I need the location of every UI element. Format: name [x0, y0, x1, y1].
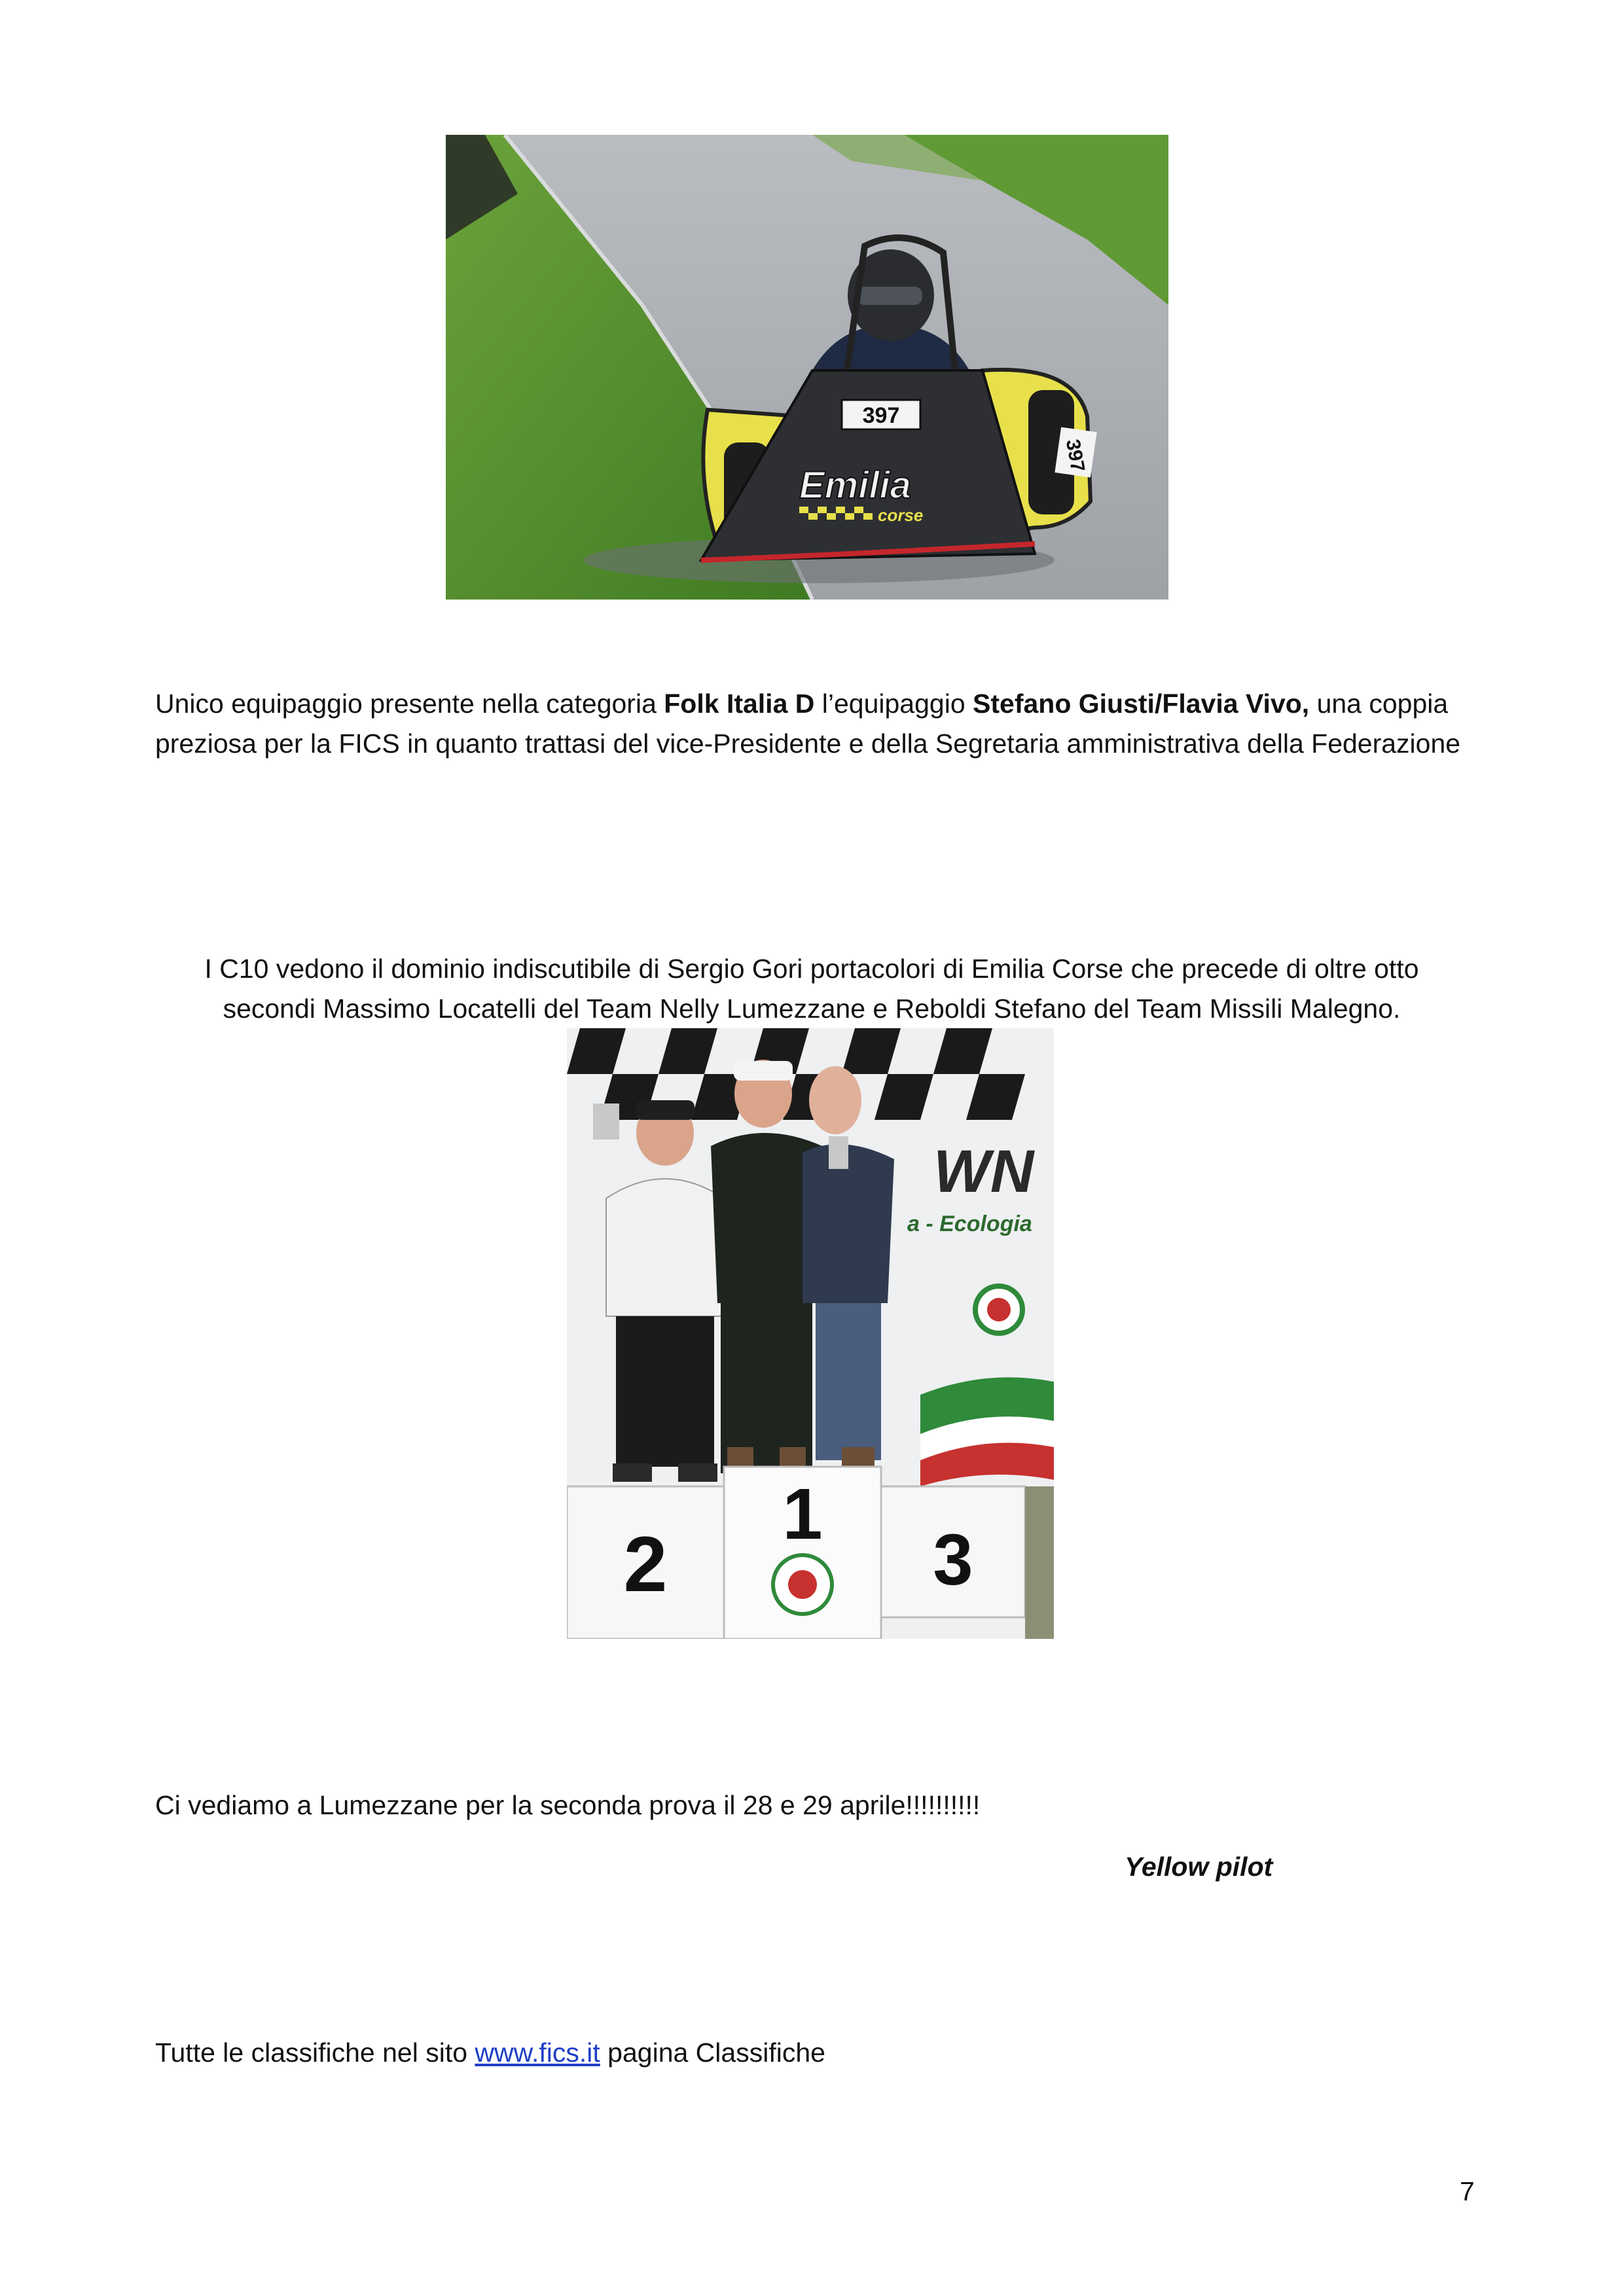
- podium-photo-image: [567, 1028, 1054, 1639]
- kart-brand-main: Emilia: [799, 464, 911, 507]
- podium-step-2: 2: [623, 1520, 668, 1608]
- p1-bold-crew: Stefano Giusti/Flavia Vivo,: [973, 689, 1310, 719]
- kart-side-number: 397: [1061, 437, 1089, 474]
- p2-line-1: I C10 vedono il dominio indiscutibile di Sergio Gori portacolori di Emilia Corse che precede di oltre otto: [204, 954, 1419, 984]
- p1-bold-category: Folk Italia D: [664, 689, 815, 719]
- podium-photo: [567, 1028, 1054, 1639]
- paragraph-next-race: Ci vediamo a Lumezzane per la seconda prova il 28 e 29 aprile!!!!!!!!!!: [155, 1790, 981, 1820]
- p4-text-after: pagina Classifiche: [600, 2037, 825, 2068]
- p1-text-1: Unico equipaggio presente nella categoria: [155, 689, 664, 719]
- paragraph-rankings: [155, 2033, 1484, 2073]
- podium-banner-sub: a - Ecologia: [907, 1211, 1032, 1236]
- page-number: 7: [1460, 2176, 1475, 2206]
- signature: Yellow pilot: [1125, 1852, 1273, 1882]
- kart-brand-sub: corse: [878, 505, 924, 525]
- p1-text-2: l’equipaggio: [814, 689, 973, 719]
- p4-text-before: Tutte le classifiche nel sito: [155, 2037, 475, 2068]
- fics-website-link[interactable]: www.fics.it: [475, 2037, 600, 2068]
- kart-race-number: 397: [862, 403, 900, 428]
- kart-photo: [446, 135, 1168, 600]
- podium-step-1: 1: [782, 1474, 823, 1554]
- podium-banner-text: WN: [933, 1138, 1034, 1205]
- podium-step-3: 3: [933, 1520, 973, 1600]
- kart-photo-image: [446, 135, 1168, 600]
- p2-line-2: secondi Massimo Locatelli del Team Nelly Lumezzane e Reboldi Stefano del Team Missili Malegno.: [223, 994, 1401, 1024]
- paragraph-c10: [118, 949, 1506, 1029]
- paragraph-folk-italia: [155, 684, 1484, 764]
- p1-text-3: una coppia preziosa per la FICS in quanto trattasi del vice-Presidente e della Segretaria amministrativa della Federazione: [155, 689, 1461, 759]
